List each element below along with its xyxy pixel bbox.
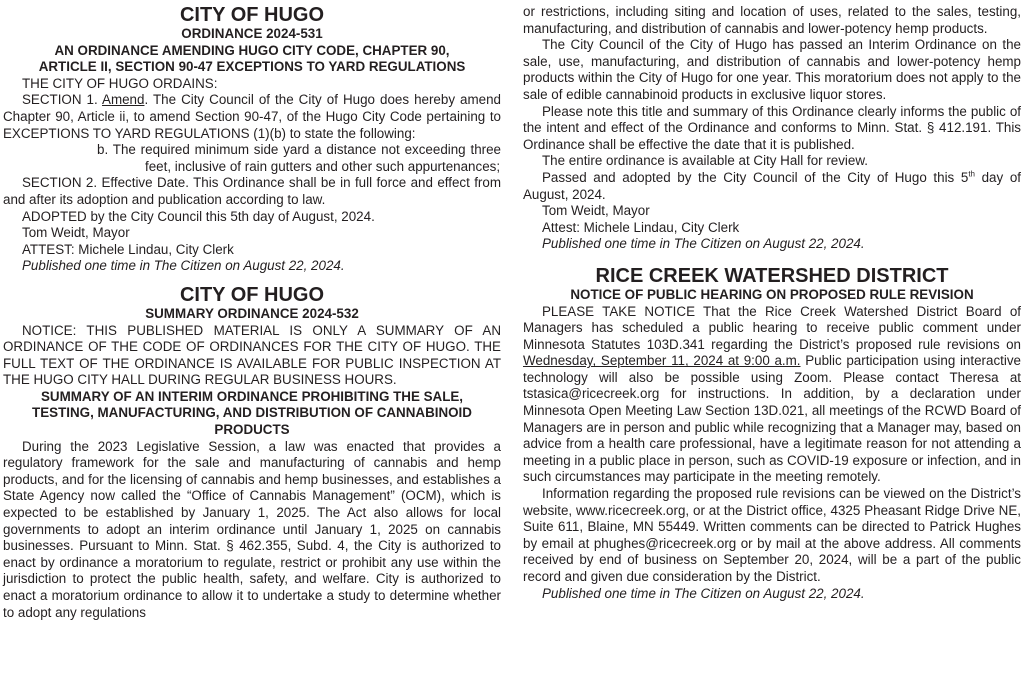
continuation-text: or restrictions, including siting and location of uses, related to the sales, testing, manufacturing, and distribution of cannabis and lower-potency hemp products. — [523, 4, 1021, 36]
attest-line: ATTEST: Michele Lindau, City Clerk — [22, 241, 234, 257]
published-line: Published one time in The Citizen on August 22, 2024. — [542, 236, 865, 252]
hearing-date: Wednesday, September 11, 2024 at 9:00 a.m. — [523, 353, 801, 369]
ordinance-2024-531-notice — [3, 4, 501, 275]
rice-creek-hearing-notice — [523, 265, 1021, 602]
information-paragraph: Information regarding the proposed rule revisions can be viewed on the District’s website, www.ricecreek.org, or at the District office, 4325 Pheasant Ridge Drive NE, Suite 611, Blaine, MN 55449. Written comments can be directed to Patrick Hughes by email at phughes@ricecreek.org or by mail at the above address. All comments received by end of business on September 20, 2024, will be a part of the public record and given due consideration by the District. — [523, 486, 1021, 584]
published-line: Published one time in The Citizen on August 22, 2024. — [22, 258, 345, 274]
section-1-text: . The City Council of the City of Hugo does hereby amend Chapter 90, Article ii, to amend Section 90-47, of the Hugo City Code pertaining to EXCEPTIONS TO YARD REGULATIONS (1)(b) to state the following: — [3, 92, 501, 141]
right-column — [523, 4, 1021, 602]
section-2: SECTION 2. Effective Date. This Ordinance shall be in full force and effect from and after its adoption and publication according to law. — [3, 175, 501, 207]
mayor-line: Tom Weidt, Mayor — [22, 225, 130, 241]
available-line: The entire ordinance is available at City Hall for review. — [542, 153, 868, 169]
notice-heading-line-2: ARTICLE II, SECTION 90-47 EXCEPTIONS TO YARD REGULATIONS — [38, 59, 466, 75]
left-column — [3, 4, 501, 621]
hearing-body — [523, 304, 1021, 487]
notice-subtitle: NOTICE OF PUBLIC HEARING ON PROPOSED RULE REVISION — [570, 286, 974, 302]
hearing-text: PLEASE TAKE NOTICE That the Rice Creek Watershed District Board of Managers has scheduled a public hearing to receive public comment under Minnesota Statutes 103D.341 regarding the District’s proposed rule revisions on — [523, 303, 1021, 352]
summary-heading: SUMMARY OF AN INTERIM ORDINANCE PROHIBITING THE SALE, TESTING, MANUFACTURING, AND DISTRIBUTION OF CANNABINOID PRODUCTS — [32, 388, 472, 438]
ordinal-suffix: th — [968, 169, 975, 179]
summary-body: During the 2023 Legislative Session, a law was enacted that provides a regulatory framework for the sale and manufacturing of cannabis and hemp products, and for the licensing of cannabis and hemp businesses, and establishes a State Agency now called the “Office of Cannabis Management” (OCM), which is expected to be established by January 1, 2025. The Act also allows for local governments to adopt an interim ordinance until January 1, 2025 on cannabis businesses. Pursuant to Minn. Stat. § 462.355, Subd. 4, the City is authorized to enact by ordinance a moratorium to regulate, restrict or prohibit any use within the jurisdiction to protect the public health, safety, and welfare. City is authorized to enact a moratorium ordinance to allow it to undertake a study to determine whether to adopt any regulations — [3, 438, 501, 620]
interim-ordinance-paragraph: The City Council of the City of Hugo has passed an Interim Ordinance on the sale, use, manufacturing, and distribution of cannabis and lower-potency hemp products within the City of Hugo for one year. This moratorium does not apply to the sale of edible cannabinoid products in exclusive liquor stores. — [523, 37, 1021, 102]
notice-title: CITY OF HUGO — [179, 283, 325, 306]
attest-line: Attest: Michele Lindau, City Clerk — [542, 219, 740, 235]
published-line: Published one time in The Citizen on August 22, 2024. — [542, 585, 865, 601]
item-b: b. The required minimum side yard a distance not exceeding three feet, inclusive of rain gutters and other such appurtenances; — [97, 142, 501, 174]
summary-ordinance-2024-532-notice — [3, 284, 501, 621]
notice-title: RICE CREEK WATERSHED DISTRICT — [595, 264, 949, 287]
adopted-text-end: day of August, 2024. — [523, 169, 1021, 202]
summary-ordinance-continued — [523, 4, 1021, 253]
section-1 — [3, 92, 501, 142]
passed-adopted-line — [523, 170, 1021, 203]
hearing-text-cont: Public participation using interactive technology will also be possible using Zoom. Please contact Theresa at tstasica@ricecreek.org for instructions. In addition, by a declaration under Minnesota Open Meeting Law Section 13D.021, all meetings of the RCWD Board of Managers are in person and public while recognizing that a Manager may, based on advice from a health care professional, have a legitimate reason for not attending a meeting in a public place in person, such as COVID-19 exposure or infection, and in such circumstances may participate in the meeting remotely. — [523, 353, 1021, 485]
mayor-line: Tom Weidt, Mayor — [542, 203, 650, 219]
notice-heading-line-1: AN ORDINANCE AMENDING HUGO CITY CODE, CHAPTER 90, — [54, 42, 450, 58]
please-note-paragraph: Please note this title and summary of this Ordinance clearly informs the public of the intent and effect of the Ordinance and conforms to Minn. Stat. § 412.191. This Ordinance shall be effective the date that it is published. — [523, 103, 1021, 152]
notice-title: CITY OF HUGO — [179, 4, 325, 26]
notice-subtitle: ORDINANCE 2024-531 — [181, 26, 323, 41]
adopted-text: Passed and adopted by the City Council of the City of Hugo this 5 — [542, 169, 969, 185]
section-1-amend: Amend — [102, 92, 145, 108]
section-1-prefix: SECTION 1. — [22, 92, 103, 108]
summary-notice-text: NOTICE: THIS PUBLISHED MATERIAL IS ONLY A SUMMARY OF AN ORDINANCE OF THE CODE OF ORDINANCES FOR THE CITY OF HUGO. THE FULL TEXT OF THE ORDINANCE IS AVAILABLE FOR PUBLIC INSPECTION AT THE HUGO CITY HALL DURING REGULAR BUSINESS HOURS. — [3, 322, 501, 388]
notice-subtitle: SUMMARY ORDINANCE 2024-532 — [145, 305, 359, 321]
adopted-line: ADOPTED by the City Council this 5th day of August, 2024. — [22, 208, 375, 224]
ordains-line: THE CITY OF HUGO ORDAINS: — [22, 75, 218, 91]
